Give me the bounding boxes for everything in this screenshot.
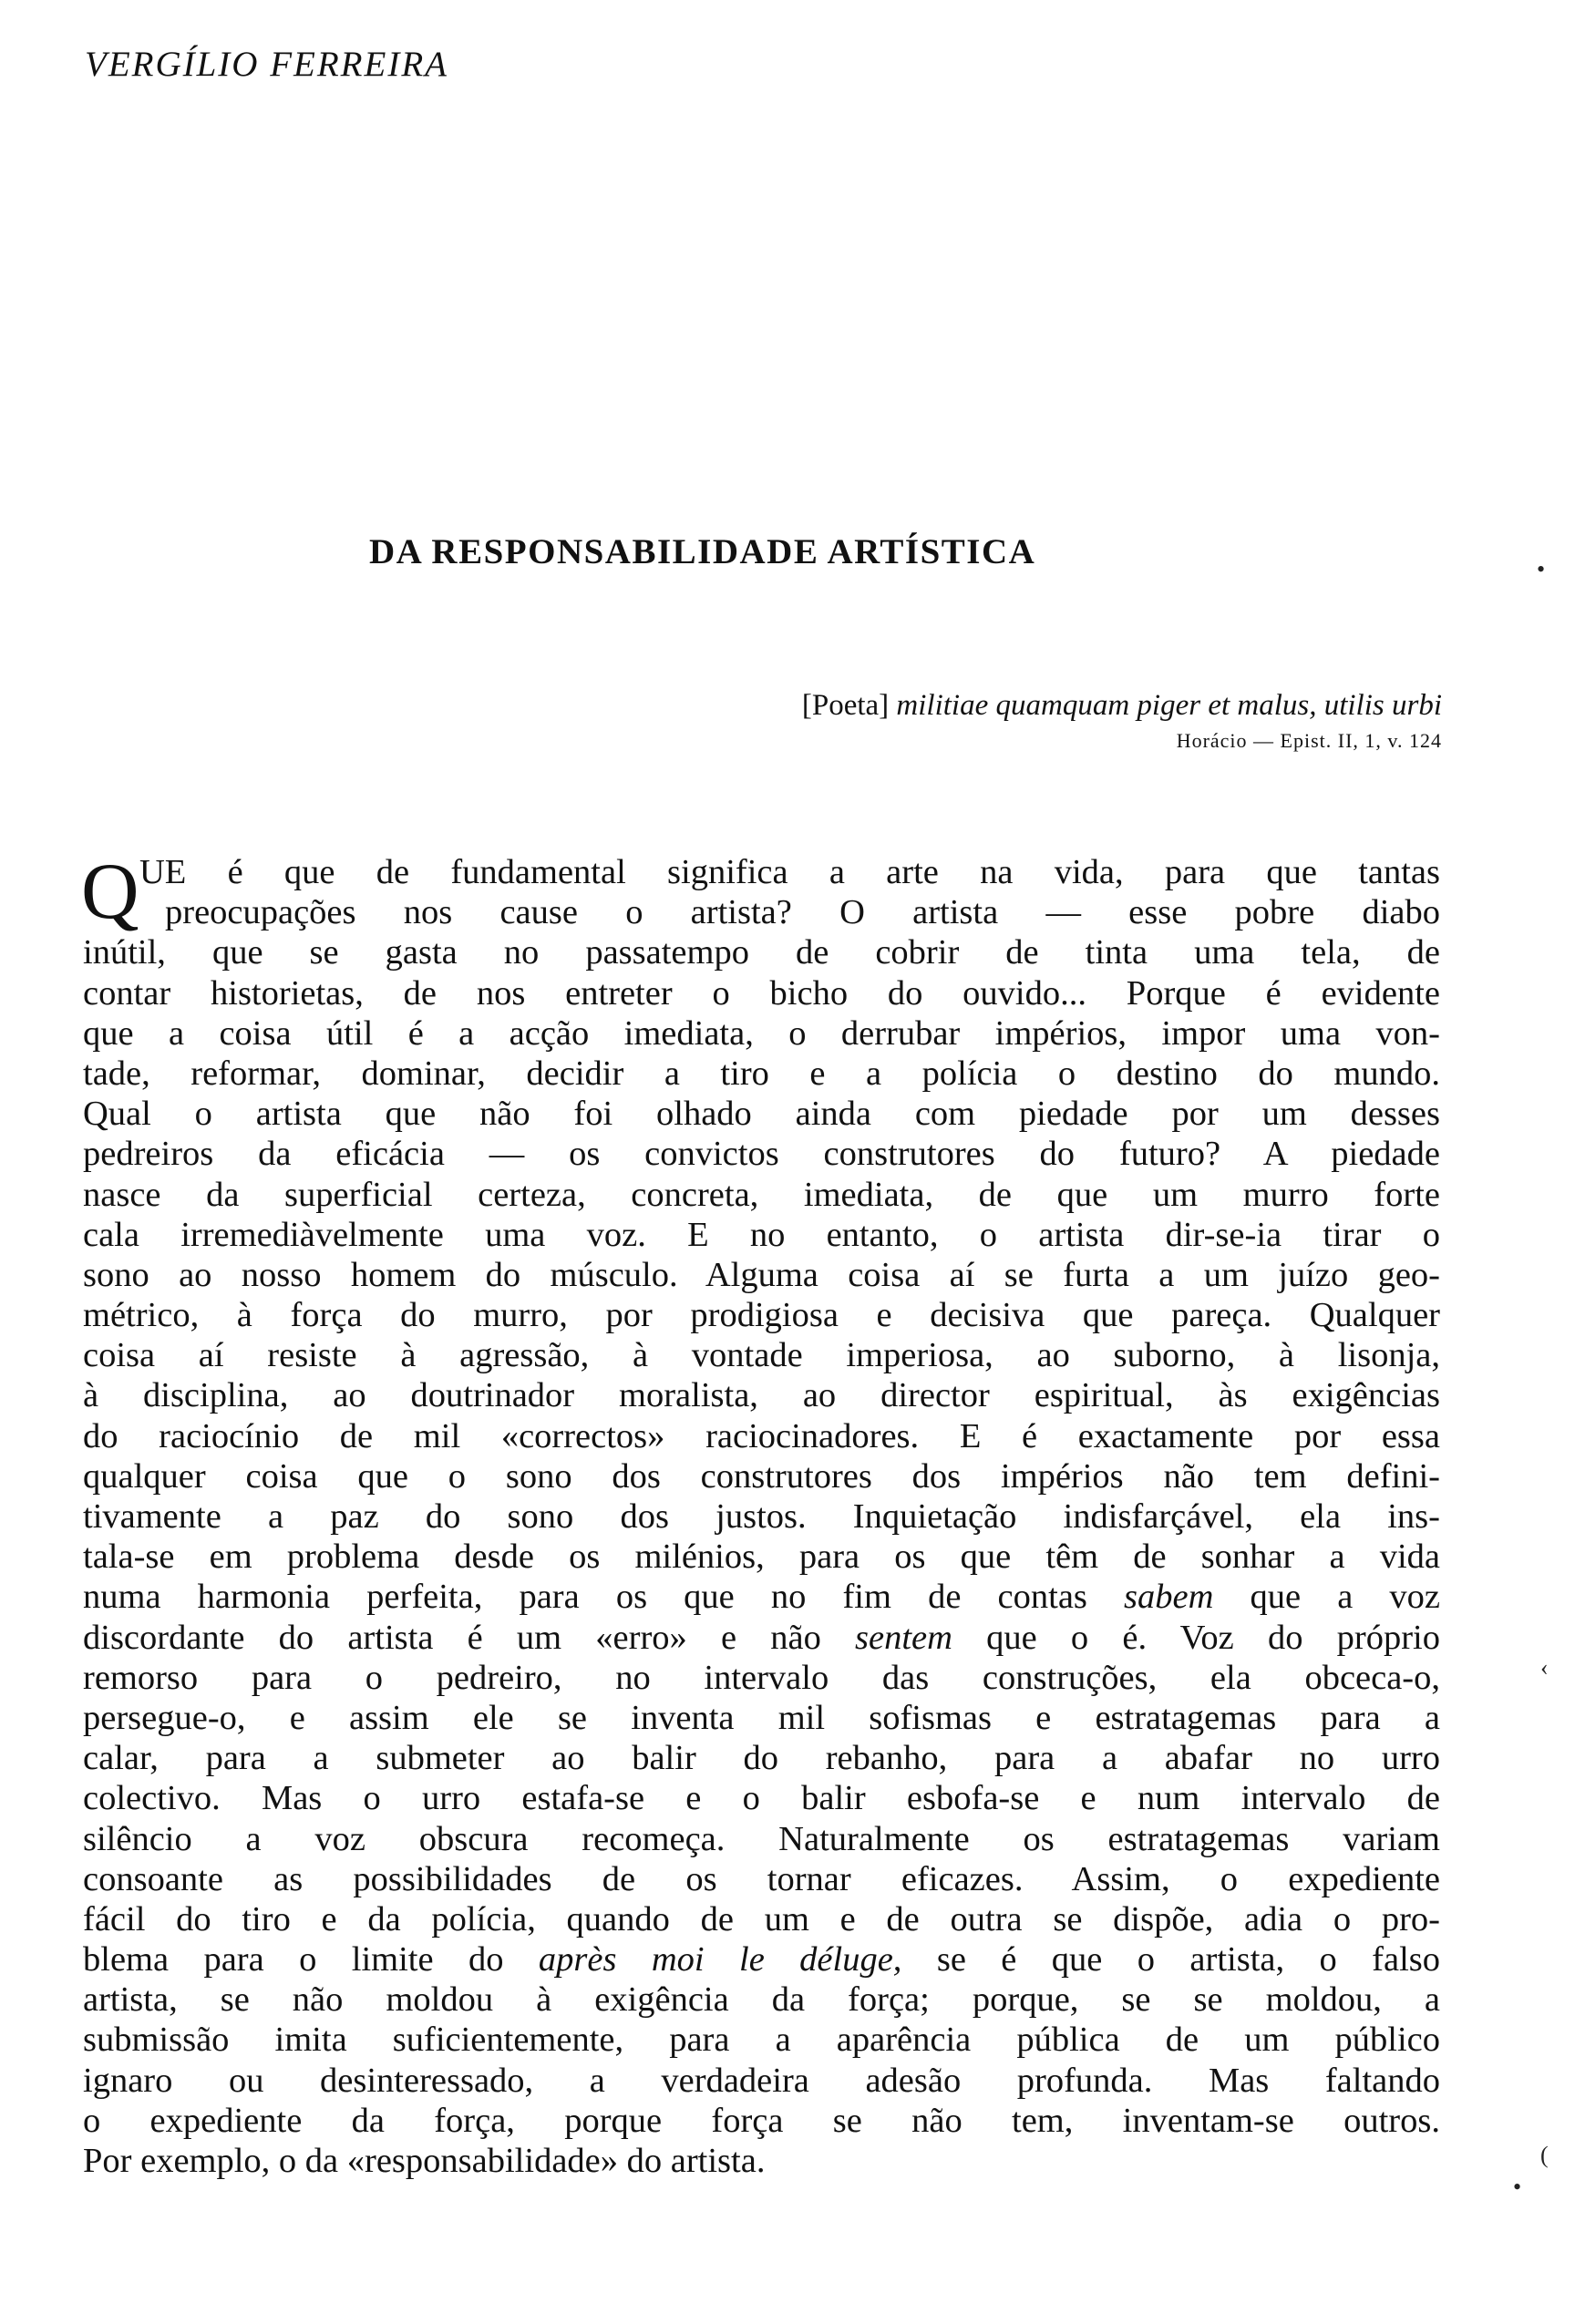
epigraph-latin-text: militiae quamquam piger et malus, utilis urbi [896, 689, 1442, 722]
body-line-16: qualquer coisa que o sono dos construtores dos impérios não tem defini- [83, 1456, 1440, 1496]
body-line-19-part-a: numa harmonia perfeita, para os que no fim de contas [83, 1578, 1125, 1617]
body-line-20-part-a: discordante do artista é um «erro» e não [83, 1618, 856, 1657]
body-line-20-part-b: que o é. Voz do próprio [952, 1618, 1440, 1657]
essay-title: DA RESPONSABILIDADE ARTÍSTICA [369, 532, 1036, 571]
emphasis-apres-moi: après moi le déluge, [538, 1940, 902, 1980]
body-line-19 [83, 1577, 1440, 1617]
body-line-33: Por exemplo, o da «responsabilidade» do artista. [83, 2142, 766, 2180]
body-line-21: remorso para o pedreiro, no intervalo das construções, ela obceca-o, [83, 1658, 1440, 1697]
body-line-23: calar, para a submeter ao balir do rebanho, para a abafar no urro [83, 1739, 1440, 1778]
body-line-32: o expediente da força, porque força se não tem, inventam-se outros. [83, 2101, 1440, 2140]
body-line-17: tivamente a paz do sono dos justos. Inquietação indisfarçável, ela ins- [83, 1497, 1440, 1536]
body-line-13: coisa aí resiste à agressão, à vontade imperiosa, ao suborno, à lisonja, [83, 1336, 1440, 1375]
epigraph [802, 685, 1442, 756]
margin-speck-mark: • [1513, 2174, 1522, 2200]
body-line-22: persegue-o, e assim ele se inventa mil sofismas e estratagemas para a [83, 1698, 1440, 1737]
body-line-5: que a coisa útil é a acção imediata, o derrubar impérios, impor uma von- [83, 1013, 1440, 1053]
body-line-15: do raciocínio de mil «correctos» raciocinadores. E é exactamente por essa [83, 1416, 1440, 1455]
body-line-26: consoante as possibilidades de os tornar eficazes. Assim, o expediente [83, 1859, 1440, 1898]
body-line-9: nasce da superficial certeza, concreta, imediata, de que um murro forte [83, 1175, 1440, 1214]
body-line-19-part-b: que a voz [1213, 1578, 1441, 1617]
running-head-author: VERGÍLIO FERREIRA [85, 45, 448, 84]
emphasis-sabem: sabem [1124, 1578, 1214, 1617]
body-line-1-text: UE é que de fundamental significa a arte na vida, para que tantas [139, 853, 1440, 891]
body-line-3: inútil, que se gasta no passatempo de cobrir de tinta uma tela, de [83, 933, 1440, 972]
body-line-10: cala irremediàvelmente uma voz. E no entanto, o artista dir-se-ia tirar o [83, 1215, 1440, 1254]
body-line-31: ignaro ou desinteressado, a verdadeira adesão profunda. Mas faltando [83, 2061, 1440, 2100]
body-line-24: colectivo. Mas o urro estafa-se e o balir esbofa-se e num intervalo de [83, 1779, 1440, 1818]
body-line-25: silêncio a voz obscura recomeça. Naturalmente os estratagemas variam [83, 1819, 1440, 1858]
epigraph-source: Horácio — Epist. II, 1, v. 124 [1176, 729, 1442, 752]
body-line-27: fácil do tiro e da polícia, quando de um e de outra se dispõe, adia o pro- [83, 1899, 1440, 1938]
body-line-6: tade, reformar, dominar, decidir a tiro e a polícia o destino do mundo. [83, 1054, 1440, 1093]
body-line-28 [83, 1939, 1440, 1980]
body-line-7: Qual o artista que não foi olhado ainda com piedade por um desses [83, 1095, 1440, 1134]
body-line-28-part-a: blema para o limite do [83, 1940, 539, 1980]
body-line-8: pedreiros da eficácia — os convictos construtores do futuro? A piedade [83, 1135, 1440, 1174]
margin-speck-mark: • [1537, 556, 1546, 582]
body-line-18: tala-se em problema desde os milénios, para os que têm de sonhar a vida [83, 1537, 1440, 1577]
body-line-20 [83, 1618, 1440, 1658]
body-paragraph [81, 848, 1441, 2181]
epigraph-quote [802, 685, 1442, 725]
body-line-2: preocupações nos cause o artista? O artista — esse pobre diabo [165, 893, 1440, 932]
emphasis-sentem: sentem [855, 1618, 952, 1657]
body-line-28-part-b: se é que o artista, o falso [901, 1940, 1441, 1980]
drop-cap: Q [81, 848, 139, 936]
margin-speck-mark: ‹ [1540, 1654, 1549, 1681]
body-line-29: artista, se não moldou à exigência da força; porque, se se moldou, a [83, 1980, 1440, 2020]
body-line-12: métrico, à força do murro, por prodigiosa e decisiva que pareça. Qualquer [83, 1296, 1440, 1335]
body-line-14: à disciplina, ao doutrinador moralista, ao director espiritual, às exigências [83, 1376, 1440, 1415]
body-line-11: sono ao nosso homem do músculo. Alguma coisa aí se furta a um juízo geo- [83, 1255, 1440, 1294]
body-line-30: submissão imita suficientemente, para a aparência pública de um público [83, 2021, 1440, 2060]
epigraph-bracket: [Poeta] [801, 689, 890, 722]
body-line-4: contar historietas, de nos entreter o bicho do ouvido... Porque é evidente [83, 973, 1440, 1013]
margin-speck-mark: ( [1540, 2142, 1549, 2168]
